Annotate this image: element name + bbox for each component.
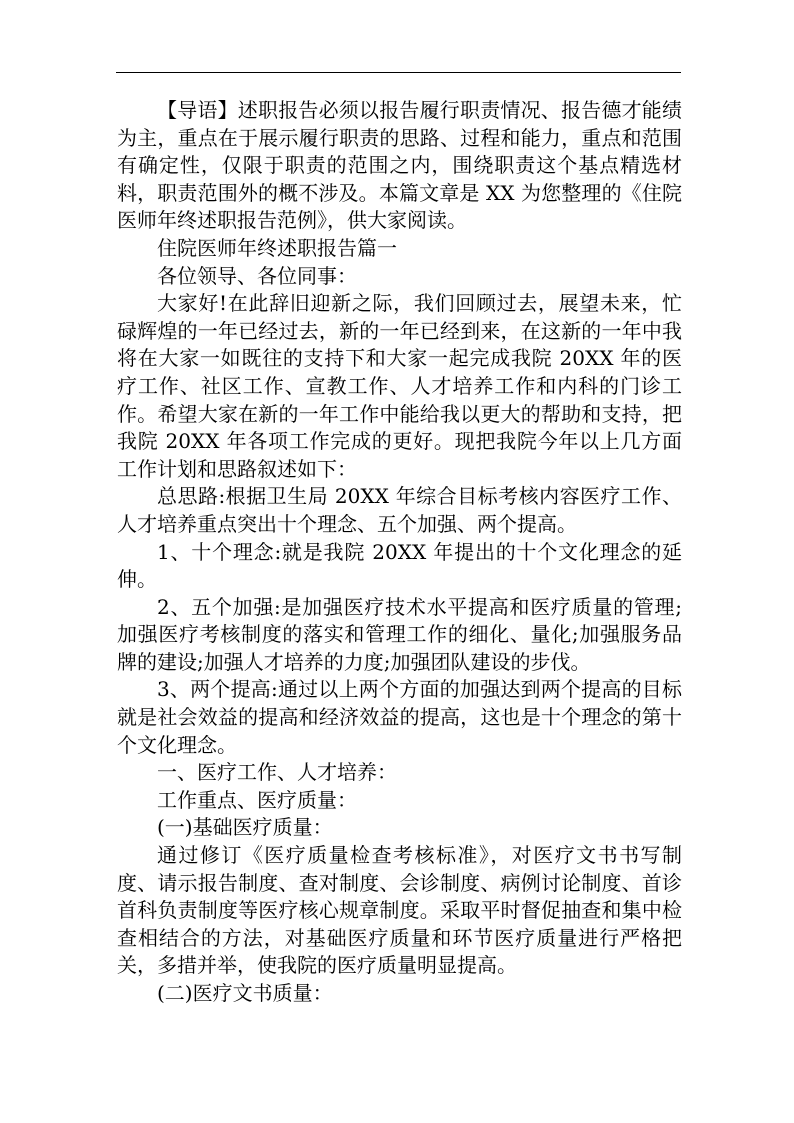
header-rule <box>116 72 681 73</box>
heading-work-focus: 工作重点、医疗质量： <box>157 787 357 812</box>
point-3-paragraph: 3、两个提高:通过以上两个方面的加强达到两个提高的目标就是社会效益的提高和经济效益的提高，这也是十个理念的第十个文化理念。 <box>117 677 682 757</box>
point-2-paragraph: 2、五个加强:是加强医疗技术水平提高和医疗质量的管理;加强医疗考核制度的落实和管理工作的细化、量化;加强服务品牌的建设;加强人才培养的力度;加强团队建设的步伐。 <box>117 594 682 674</box>
heading-basic-quality: (一)基础医疗质量： <box>157 815 333 840</box>
section-title: 住院医师年终述职报告篇一 <box>157 235 397 260</box>
opening-paragraph: 大家好!在此辞旧迎新之际，我们回顾过去，展望未来，忙碌辉煌的一年已经过去，新的一年已经到来，在这新的一年中我将在大家一如既往的支持下和大家一起完成我院 20XX 年的医疗工作、社区工作、宣教工作、人才培养工作和内科的门诊工作。希望大家在新的一年工作中能给我以更大的帮助和支持，把我院 20XX 年各项工作完成的更好。现把我院今年以上几方面工作计划和思路叙述如下： <box>117 291 682 481</box>
intro-paragraph: 【导语】述职报告必须以报告履行职责情况、报告德才能绩为主，重点在于展示履行职责的思路、过程和能力，重点和范围有确定性，仅限于职责的范围之内，围绕职责这个基点精选材料，职责范围外的概不涉及。本篇文章是 XX 为您整理的《住院医师年终述职报告范例》，供大家阅读。 <box>117 98 682 233</box>
heading-document-quality: (二)医疗文书质量： <box>157 981 333 1005</box>
point-1-paragraph: 1、十个理念:就是我院 20XX 年提出的十个文化理念的延伸。 <box>117 539 682 592</box>
document-body <box>117 97 682 1008</box>
salutation: 各位领导、各位同事： <box>157 263 357 288</box>
heading-medical-work: 一、医疗工作、人才培养： <box>157 760 397 785</box>
overall-idea-paragraph: 总思路:根据卫生局 20XX 年综合目标考核内容医疗工作、人才培养重点突出十个理念、五个加强、两个提高。 <box>117 484 682 536</box>
basic-quality-paragraph: 通过修订《医疗质量检查考核标准》，对医疗文书书写制度、请示报告制度、查对制度、会诊制度、病例讨论制度、首诊首科负责制度等医疗核心规章制度。采取平时督促抽查和集中检查相结合的方法，对基础医疗质量和环节医疗质量进行严格把关，多措并举，使我院的医疗质量明显提高。 <box>117 843 682 978</box>
